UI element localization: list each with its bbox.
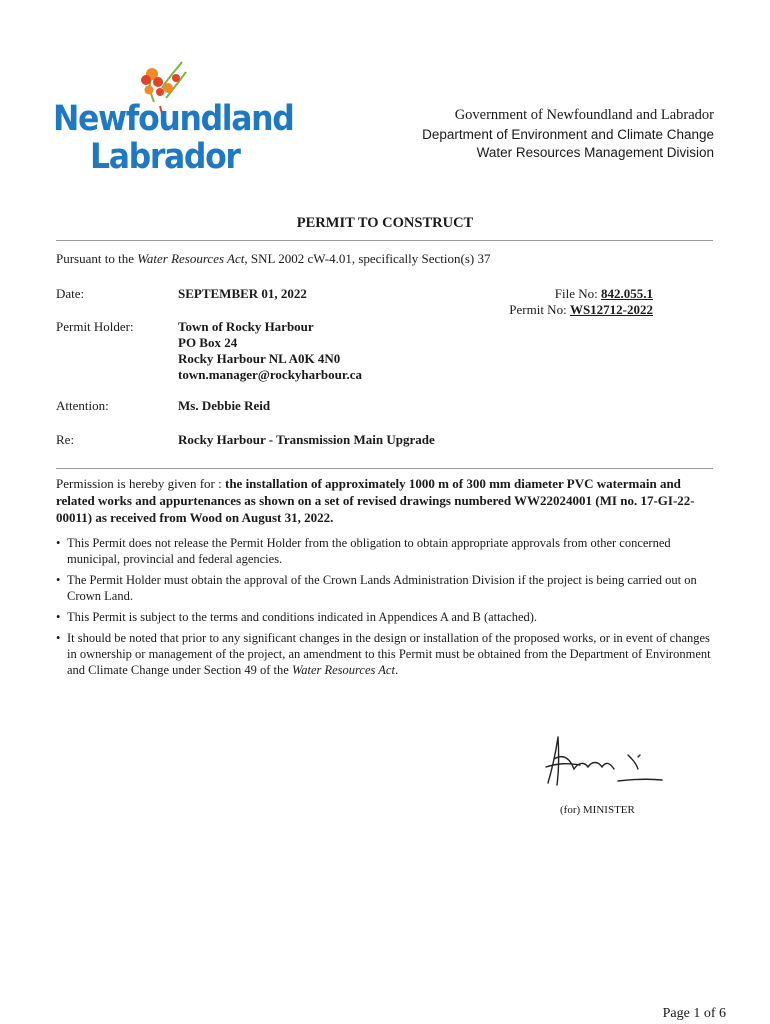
list-item [56, 535, 716, 567]
list-item [56, 630, 716, 678]
permission-prefix: Permission is hereby given for : [56, 476, 225, 491]
attention-label: Attention: [56, 398, 109, 413]
condition-text: It should be noted that prior to any significant changes in the design or installation of the proposed works, or in event of changes in ownership or management of the project, an amendment to this Permit must be obtained from the Department of Environment and Climate Change under Section 49 of the [67, 631, 711, 677]
permit-no-label: Permit No: [509, 302, 570, 317]
condition-text: This Permit is subject to the terms and conditions indicated in Appendices A and B (attached). [67, 610, 538, 624]
condition-end: . [394, 663, 399, 677]
government-name: Government of Newfoundland and Labrador [454, 107, 714, 123]
file-no-label: File No: [554, 286, 601, 301]
department-name: Department of Environment and Climate Change [422, 127, 714, 142]
act-name: Water Resources Act [291, 663, 395, 677]
holder-city: Rocky Harbour NL A0K 4N0 [178, 351, 341, 366]
document-title: PERMIT TO CONSTRUCT [296, 215, 474, 231]
signer-title: (for) MINISTER [560, 804, 635, 816]
permission-statement [56, 475, 716, 526]
pursuant-prefix: Pursuant to the [56, 251, 138, 266]
bullet-icon: • [56, 536, 61, 550]
attention-value: Ms. Debbie Reid [178, 398, 271, 413]
permission-text: the installation of approximately 1000 m of 300 mm diameter PVC watermain and related works and appurtenances as shown on a set of revised drawings numbered WW22024001 (MI no. 17-GI-22-00011) as received from Wood on August 31, 2022. [56, 476, 695, 525]
date-value: SEPTEMBER 01, 2022 [178, 286, 307, 301]
department-header [422, 107, 714, 163]
bullet-icon: • [56, 610, 61, 624]
re-label: Re: [56, 432, 75, 447]
act-name: Water Resources Act [137, 251, 245, 266]
division-name: Water Resources Management Division [476, 145, 714, 160]
pursuant-line [56, 251, 490, 267]
date-label: Date: [56, 286, 85, 301]
logo-newfoundland-text: Newfoundland [53, 99, 294, 139]
permit-holder-label: Permit Holder: [56, 319, 134, 334]
file-info [509, 286, 653, 318]
newfoundland-labrador-logo [50, 58, 294, 177]
file-no-value: 842.055.1 [601, 286, 653, 301]
holder-po-box: PO Box 24 [178, 335, 238, 350]
divider [56, 240, 713, 241]
permit-holder-address [178, 319, 362, 383]
signature [540, 733, 665, 795]
list-item [56, 572, 716, 604]
conditions-list [56, 535, 716, 683]
holder-email: town.manager@rockyharbour.ca [178, 367, 362, 382]
bullet-icon: • [56, 631, 61, 645]
divider [56, 468, 713, 469]
pursuant-suffix: , SNL 2002 cW-4.01, specifically Section(s) 37 [244, 251, 491, 266]
condition-text: The Permit Holder must obtain the approval of the Crown Lands Administration Division if the project is being carried out on Crown Land. [67, 573, 697, 603]
page-number: Page 1 of 6 [662, 1006, 726, 1021]
condition-text: This Permit does not release the Permit Holder from the obligation to obtain appropriate approvals from other concerned municipal, provincial and federal agencies. [67, 536, 671, 566]
logo-labrador-text: Labrador [90, 137, 240, 177]
bullet-icon: • [56, 573, 61, 587]
re-value: Rocky Harbour - Transmission Main Upgrade [178, 432, 435, 447]
permit-no-value: WS12712-2022 [569, 302, 653, 317]
holder-name: Town of Rocky Harbour [178, 319, 314, 334]
list-item [56, 609, 716, 625]
